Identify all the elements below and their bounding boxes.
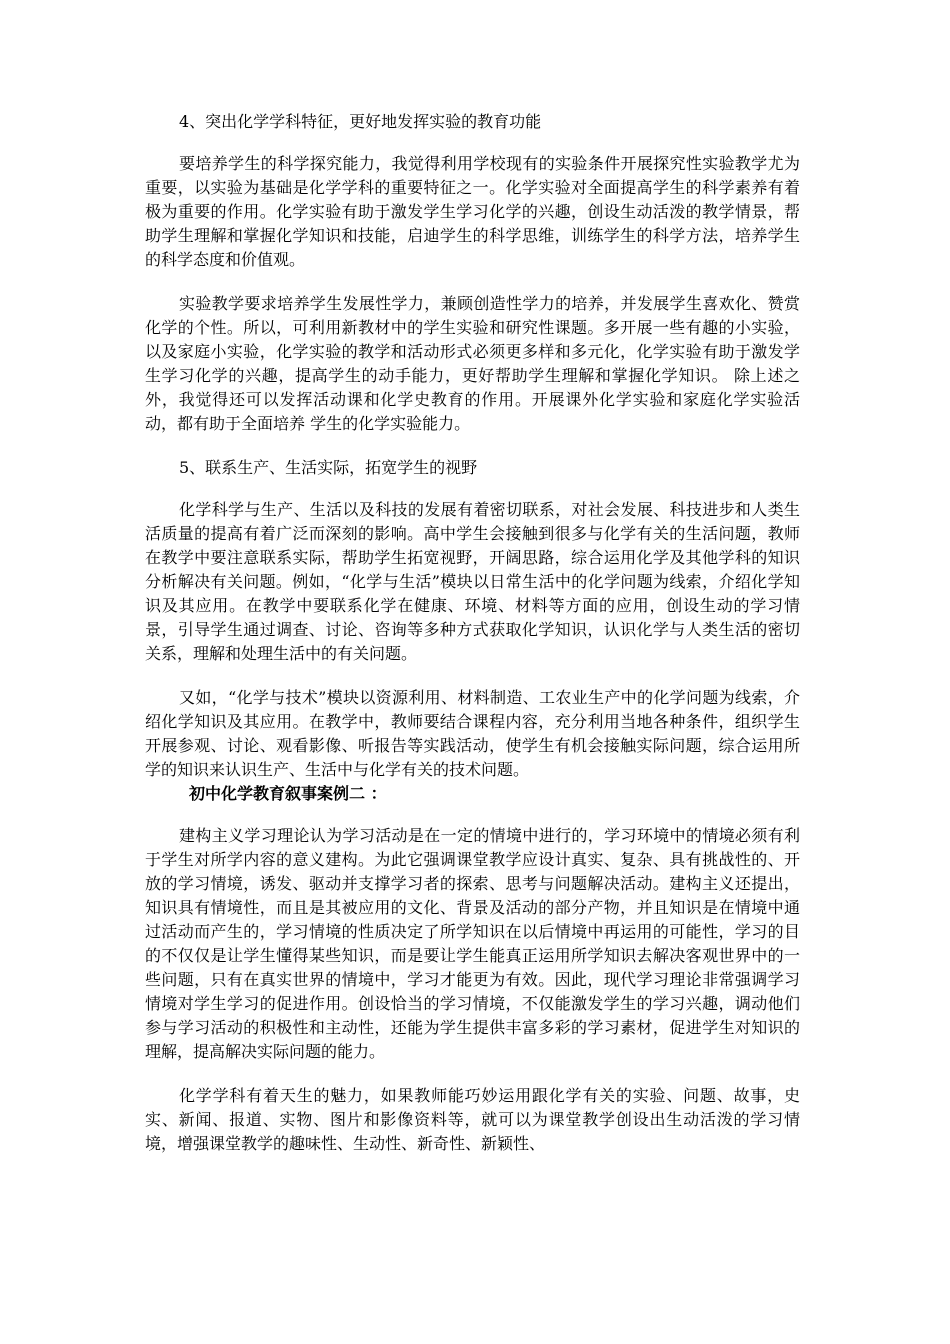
paragraph-experiment-teaching: 要培养学生的科学探究能力，我觉得利用学校现有的实验条件开展探究性实验教学尤为重要，以实验为基础是化学学科的重要特征之一。化学实验对全面提高学生的科学素养有着极为重要的作用。化学实验有助于激发学生学习化学的兴趣，创设生动活泼的教学情景，帮助学生理解和掌握化学知识和技能，启迪学生的科学思维，训练学生的科学方法，培养学生的科学态度和价值观。 [145, 154, 800, 269]
paragraph-chemistry-and-life: 化学科学与生产、生活以及科技的发展有着密切联系，对社会发展、科技进步和人类生活质量的提高有着广泛而深刻的影响。高中学生会接触到很多与化学有关的生活问题，教师在教学中要注意联系实际，帮助学生拓宽视野，开阔思路，综合运用化学及其他学科的知识分析解决有关问题。例如，“化学与生活”模块以日常生活中的化学问题为线索，介绍化学知识及其应用。在教学中要联系化学在健康、环境、材料等方面的应用，创设生动的学习情景，引导学生通过调查、讨论、咨询等多种方式获取化学知识，认识化学与人类生活的密切关系，理解和处理生活中的有关问题。 [145, 500, 800, 663]
document-page [145, 110, 800, 1156]
paragraph-constructivism: 建构主义学习理论认为学习活动是在一定的情境中进行的，学习环境中的情境必须有利于学生对所学内容的意义建构。为此它强调课堂教学应设计真实、复杂、具有挑战性的、开放的学习情境，诱发、驱动并支撑学习者的探索、思考与问题解决活动。建构主义还提出，知识具有情境性，而且是其被应用的文化、背景及活动的部分产物，并且知识是在情境中通过活动而产生的，学习情境的性质决定了所学知识在以后情境中再运用的可能性，学习的目的不仅仅是让学生懂得某些知识，而是要让学生能真正运用所学知识去解决客观世界中的一些问题，只有在真实世界的情境中，学习才能更为有效。因此，现代学习理论非常强调学习情境对学生学习的促进作用。创设恰当的学习情境，不仅能激发学生的学习兴趣，调动他们参与学习活动的积极性和主动性，还能为学生提供丰富多彩的学习素材，促进学生对知识的理解，提高解决实际问题的能力。 [145, 826, 800, 1061]
paragraph-chemistry-and-technology: 又如，“化学与技术”模块以资源利用、材料制造、工农业生产中的化学问题为线索，介绍化学知识及其应用。在教学中，教师要结合课程内容，充分利用当地各种条件，组织学生开展参观、讨论、观看影像、听报告等实践活动，使学生有机会接触实际问题，综合运用所学的知识来认识生产、生活中与化学有关的技术问题。 [145, 688, 800, 779]
section-heading-5: 5、联系生产、生活实际，拓宽学生的视野 [179, 458, 478, 477]
case-title: 初中化学教育叙事案例二 ： [189, 784, 387, 803]
paragraph-experiment-requirements: 实验教学要求培养学生发展性学力，兼顾创造性学力的培养，并发展学生喜欢化、赞赏化学的个性。所以，可利用新教材中的学生实验和研究性课题。多开展一些有趣的小实验，以及家庭小实验，化学实验的教学和活动形式必须更多样和多元化，化学实验有助于激发学生学习化学的兴趣，提高学生的动手能力，更好帮助学生理解和掌握化学知识。 除上述之外，我觉得还可以发挥活动课和化学史教育的作用。开展课外化学实验和家庭化学实验活动，都有助于全面培养 学生的化学实验能力。 [145, 294, 800, 433]
section-heading-4: 4、突出化学学科特征，更好地发挥实验的教育功能 [179, 112, 542, 131]
paragraph-chemistry-charm: 化学学科有着天生的魅力，如果教师能巧妙运用跟化学有关的实验、问题、故事，史实、新闻、报道、实物、图片和影像资料等，就可以为课堂教学创设出生动活泼的学习情境，增强课堂教学的趣味性、生动性、新奇性、新颖性、 [145, 1086, 800, 1153]
